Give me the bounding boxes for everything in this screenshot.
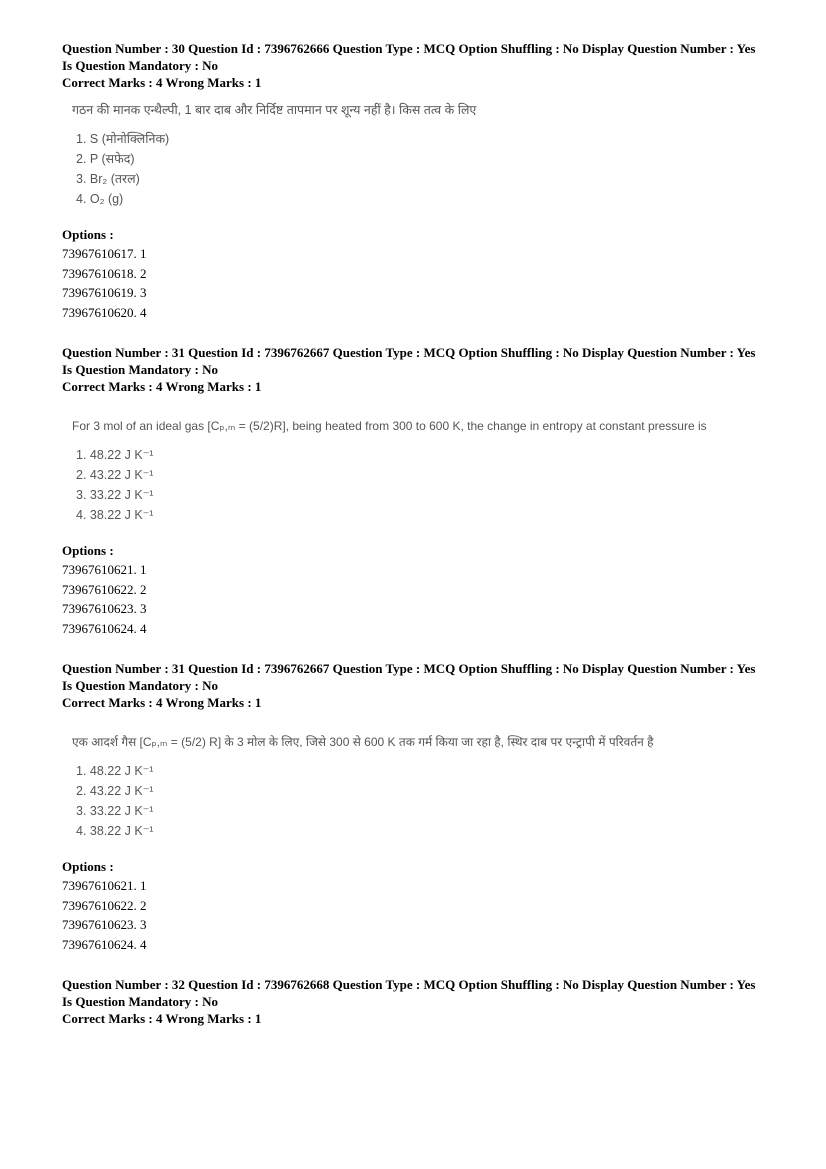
question-choice: 1. S (मोनोक्लिनिक) <box>76 132 170 146</box>
option-id-row: 73967610619. 3 <box>62 285 147 300</box>
question-choice: 4. 38.22 J K⁻¹ <box>76 508 154 522</box>
question-meta <box>62 344 778 395</box>
option-id-row: 73967610618. 2 <box>62 265 147 281</box>
question-mandatory: Is Question Mandatory : No <box>62 58 219 73</box>
option-id-row: 73967610623. 3 <box>62 601 147 616</box>
options-heading: Options : <box>62 859 114 874</box>
question-mandatory: Is Question Mandatory : No <box>62 362 219 377</box>
question-meta-line1: Question Number : 31 Question Id : 7396762667 Question Type : MCQ Option Shuffling : No Display Question Number : Yes <box>62 661 756 676</box>
spacer <box>62 638 778 660</box>
question-paper-page <box>62 40 778 1027</box>
option-id-row: 73967610620. 4 <box>62 304 147 320</box>
spacer <box>62 954 778 976</box>
question-block-31-hi <box>62 660 778 954</box>
question-meta <box>62 660 778 711</box>
question-marks: Correct Marks : 4 Wrong Marks : 1 <box>62 695 262 710</box>
option-id-row: 73967610617. 1 <box>62 246 147 261</box>
question-meta-line1: Question Number : 32 Question Id : 7396762668 Question Type : MCQ Option Shuffling : No Display Question Number : Yes <box>62 977 756 992</box>
option-id-row: 73967610624. 4 <box>62 936 147 952</box>
question-marks: Correct Marks : 4 Wrong Marks : 1 <box>62 1011 262 1026</box>
question-choice: 3. Br₂ (तरल) <box>76 172 140 186</box>
question-meta <box>62 976 778 1027</box>
option-id-row: 73967610622. 2 <box>62 581 147 597</box>
spacer <box>62 322 778 344</box>
question-mandatory: Is Question Mandatory : No <box>62 994 219 1009</box>
question-choice: 2. 43.22 J K⁻¹ <box>76 784 154 798</box>
option-id-row: 73967610621. 1 <box>62 878 147 893</box>
question-image <box>72 733 778 841</box>
question-block-30 <box>62 40 778 322</box>
question-choice: 4. 38.22 J K⁻¹ <box>76 824 154 838</box>
options-heading: Options : <box>62 227 114 242</box>
question-block-31-en <box>62 344 778 638</box>
question-mandatory: Is Question Mandatory : No <box>62 678 219 693</box>
question-meta <box>62 40 778 91</box>
option-id-row: 73967610623. 3 <box>62 917 147 932</box>
question-choice: 3. 33.22 J K⁻¹ <box>76 488 154 502</box>
option-id-row: 73967610622. 2 <box>62 897 147 913</box>
question-stem: एक आदर्श गैस [Cₚ,ₘ = (5/2) R] के 3 मोल के लिए, जिसे 300 से 600 K तक गर्म किया जा रहा है, स्थिर दाब पर एन्ट्रापी में परिवर्तन है <box>72 735 654 749</box>
option-id-row: 73967610624. 4 <box>62 620 147 636</box>
question-choice: 1. 48.22 J K⁻¹ <box>76 764 154 778</box>
question-marks: Correct Marks : 4 Wrong Marks : 1 <box>62 379 262 394</box>
question-choice: 3. 33.22 J K⁻¹ <box>76 804 154 818</box>
question-block-32 <box>62 976 778 1027</box>
question-choice: 2. 43.22 J K⁻¹ <box>76 468 154 482</box>
option-id-row: 73967610621. 1 <box>62 562 147 577</box>
question-choice: 4. O₂ (g) <box>76 192 124 206</box>
question-choice: 2. P (सफेद) <box>76 152 135 166</box>
question-image <box>72 417 778 525</box>
question-stem: गठन की मानक एन्थैल्पी, 1 बार दाब और निर्दिष्ट तापमान पर शून्य नहीं है। किस तत्व के लिए <box>72 103 477 117</box>
question-meta-line1: Question Number : 31 Question Id : 7396762667 Question Type : MCQ Option Shuffling : No Display Question Number : Yes <box>62 345 756 360</box>
question-image <box>72 101 778 209</box>
question-stem: For 3 mol of an ideal gas [Cₚ,ₘ = (5/2)R], being heated from 300 to 600 K, the change in entropy at constant pressure is <box>72 419 707 433</box>
question-meta-line1: Question Number : 30 Question Id : 7396762666 Question Type : MCQ Option Shuffling : No Display Question Number : Yes <box>62 41 756 56</box>
options-heading: Options : <box>62 543 114 558</box>
question-choice: 1. 48.22 J K⁻¹ <box>76 448 154 462</box>
question-marks: Correct Marks : 4 Wrong Marks : 1 <box>62 75 262 90</box>
